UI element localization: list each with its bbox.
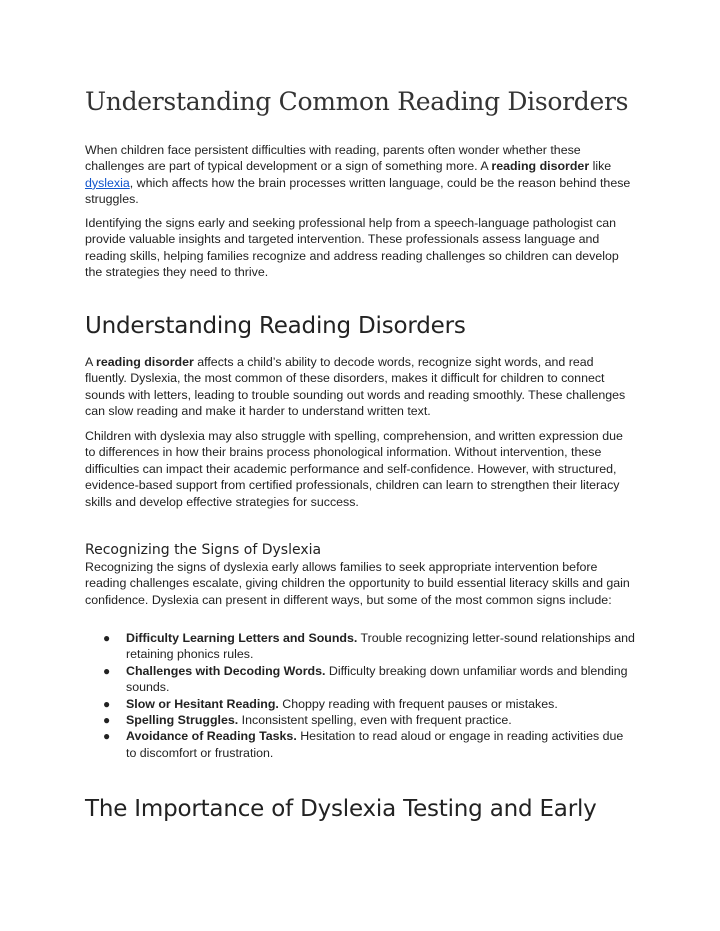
section1-paragraph-2: Children with dyslexia may also struggle with spelling, comprehension, and written expression due to differences in how their brains process phonological information. Without intervention, these difficulties can impact their academic performance and self-confidence. However, with structured, evidence-based support from certified professionals, children can learn to strengthen their literacy skills and develop effective strategies for success.: [85, 429, 623, 509]
list-item-title: Difficulty Learning Letters and Sounds.: [126, 631, 358, 645]
section1-paragraph-1: [85, 354, 635, 420]
list-item-title: Avoidance of Reading Tasks.: [126, 729, 297, 744]
subheading-recognizing-signs: Recognizing the Signs of Dyslexia: [85, 542, 322, 558]
list-item-title: Challenges with Decoding Words.: [126, 663, 326, 678]
bullet-icon: ●: [103, 663, 111, 678]
intro-text-end: , which affects how the brain processes written language, could be the reason behind these struggles.: [85, 175, 631, 207]
signs-list: [85, 630, 635, 761]
section-heading-importance: The Importance of Dyslexia Testing and Early: [85, 796, 597, 822]
section2-paragraph-1: Recognizing the signs of dyslexia early allows families to seek appropriate intervention before reading challenges escalate, giving children the opportunity to build essential literacy skills and gain confidence. Dyslexia can present in different ways, but some of the most common signs include:: [85, 560, 630, 607]
intro-text: When children face persistent difficulties with reading, parents often wonder whether these challenges are part of typical development or a sign of something more. A: [85, 143, 581, 174]
list-item-text: Trouble recognizing letter-sound relationships and retaining phonics rules.: [126, 631, 635, 662]
list-item: [85, 663, 635, 696]
body-text: affects a child’s ability to decode words, recognize sight words, and read fluently. Dyslexia, the most common of these disorders, makes it difficult for children to connect sounds with letters, leading to trouble sounding out words and reading smoothly. These challenges can slow reading and make it harder to understand written text.: [85, 355, 626, 419]
bullet-icon: ●: [103, 696, 111, 711]
list-item-title: Slow or Hesitant Reading.: [126, 696, 279, 711]
page-title: Understanding Common Reading Disorders: [85, 87, 629, 116]
list-item: [85, 712, 635, 728]
bullet-icon: ●: [103, 713, 111, 728]
list-item: [85, 728, 635, 761]
list-item-text: Choppy reading with frequent pauses or mistakes.: [278, 696, 558, 711]
like-text: like: [589, 159, 612, 174]
list-item: [85, 696, 635, 712]
reading-disorder-bold: reading disorder: [491, 159, 590, 174]
list-item-text: Difficulty breaking down unfamiliar words and blending sounds.: [126, 663, 628, 695]
intro-paragraph-1: [85, 142, 635, 208]
reading-disorder-bold: reading disorder: [96, 355, 194, 369]
prefix-text: A: [85, 355, 97, 369]
list-item-text: Inconsistent spelling, even with frequent practice.: [238, 713, 512, 728]
intro-paragraph-2: Identifying the signs early and seeking professional help from a speech-language pathologist can provide valuable insights and targeted intervention. These professionals assess language and reading skills, helping families recognize and address reading challenges so children can develop the strategies they need to thrive.: [85, 216, 619, 280]
section-heading-understanding: Understanding Reading Disorders: [85, 313, 466, 339]
list-item: [85, 630, 635, 663]
bullet-icon: ●: [103, 631, 111, 645]
list-item-title: Spelling Struggles.: [126, 713, 239, 728]
list-item-text: Hesitation to read aloud or engage in reading activities due to discomfort or frustration.: [126, 729, 624, 760]
dyslexia-link[interactable]: dyslexia: [85, 175, 130, 190]
bullet-icon: ●: [103, 729, 111, 744]
